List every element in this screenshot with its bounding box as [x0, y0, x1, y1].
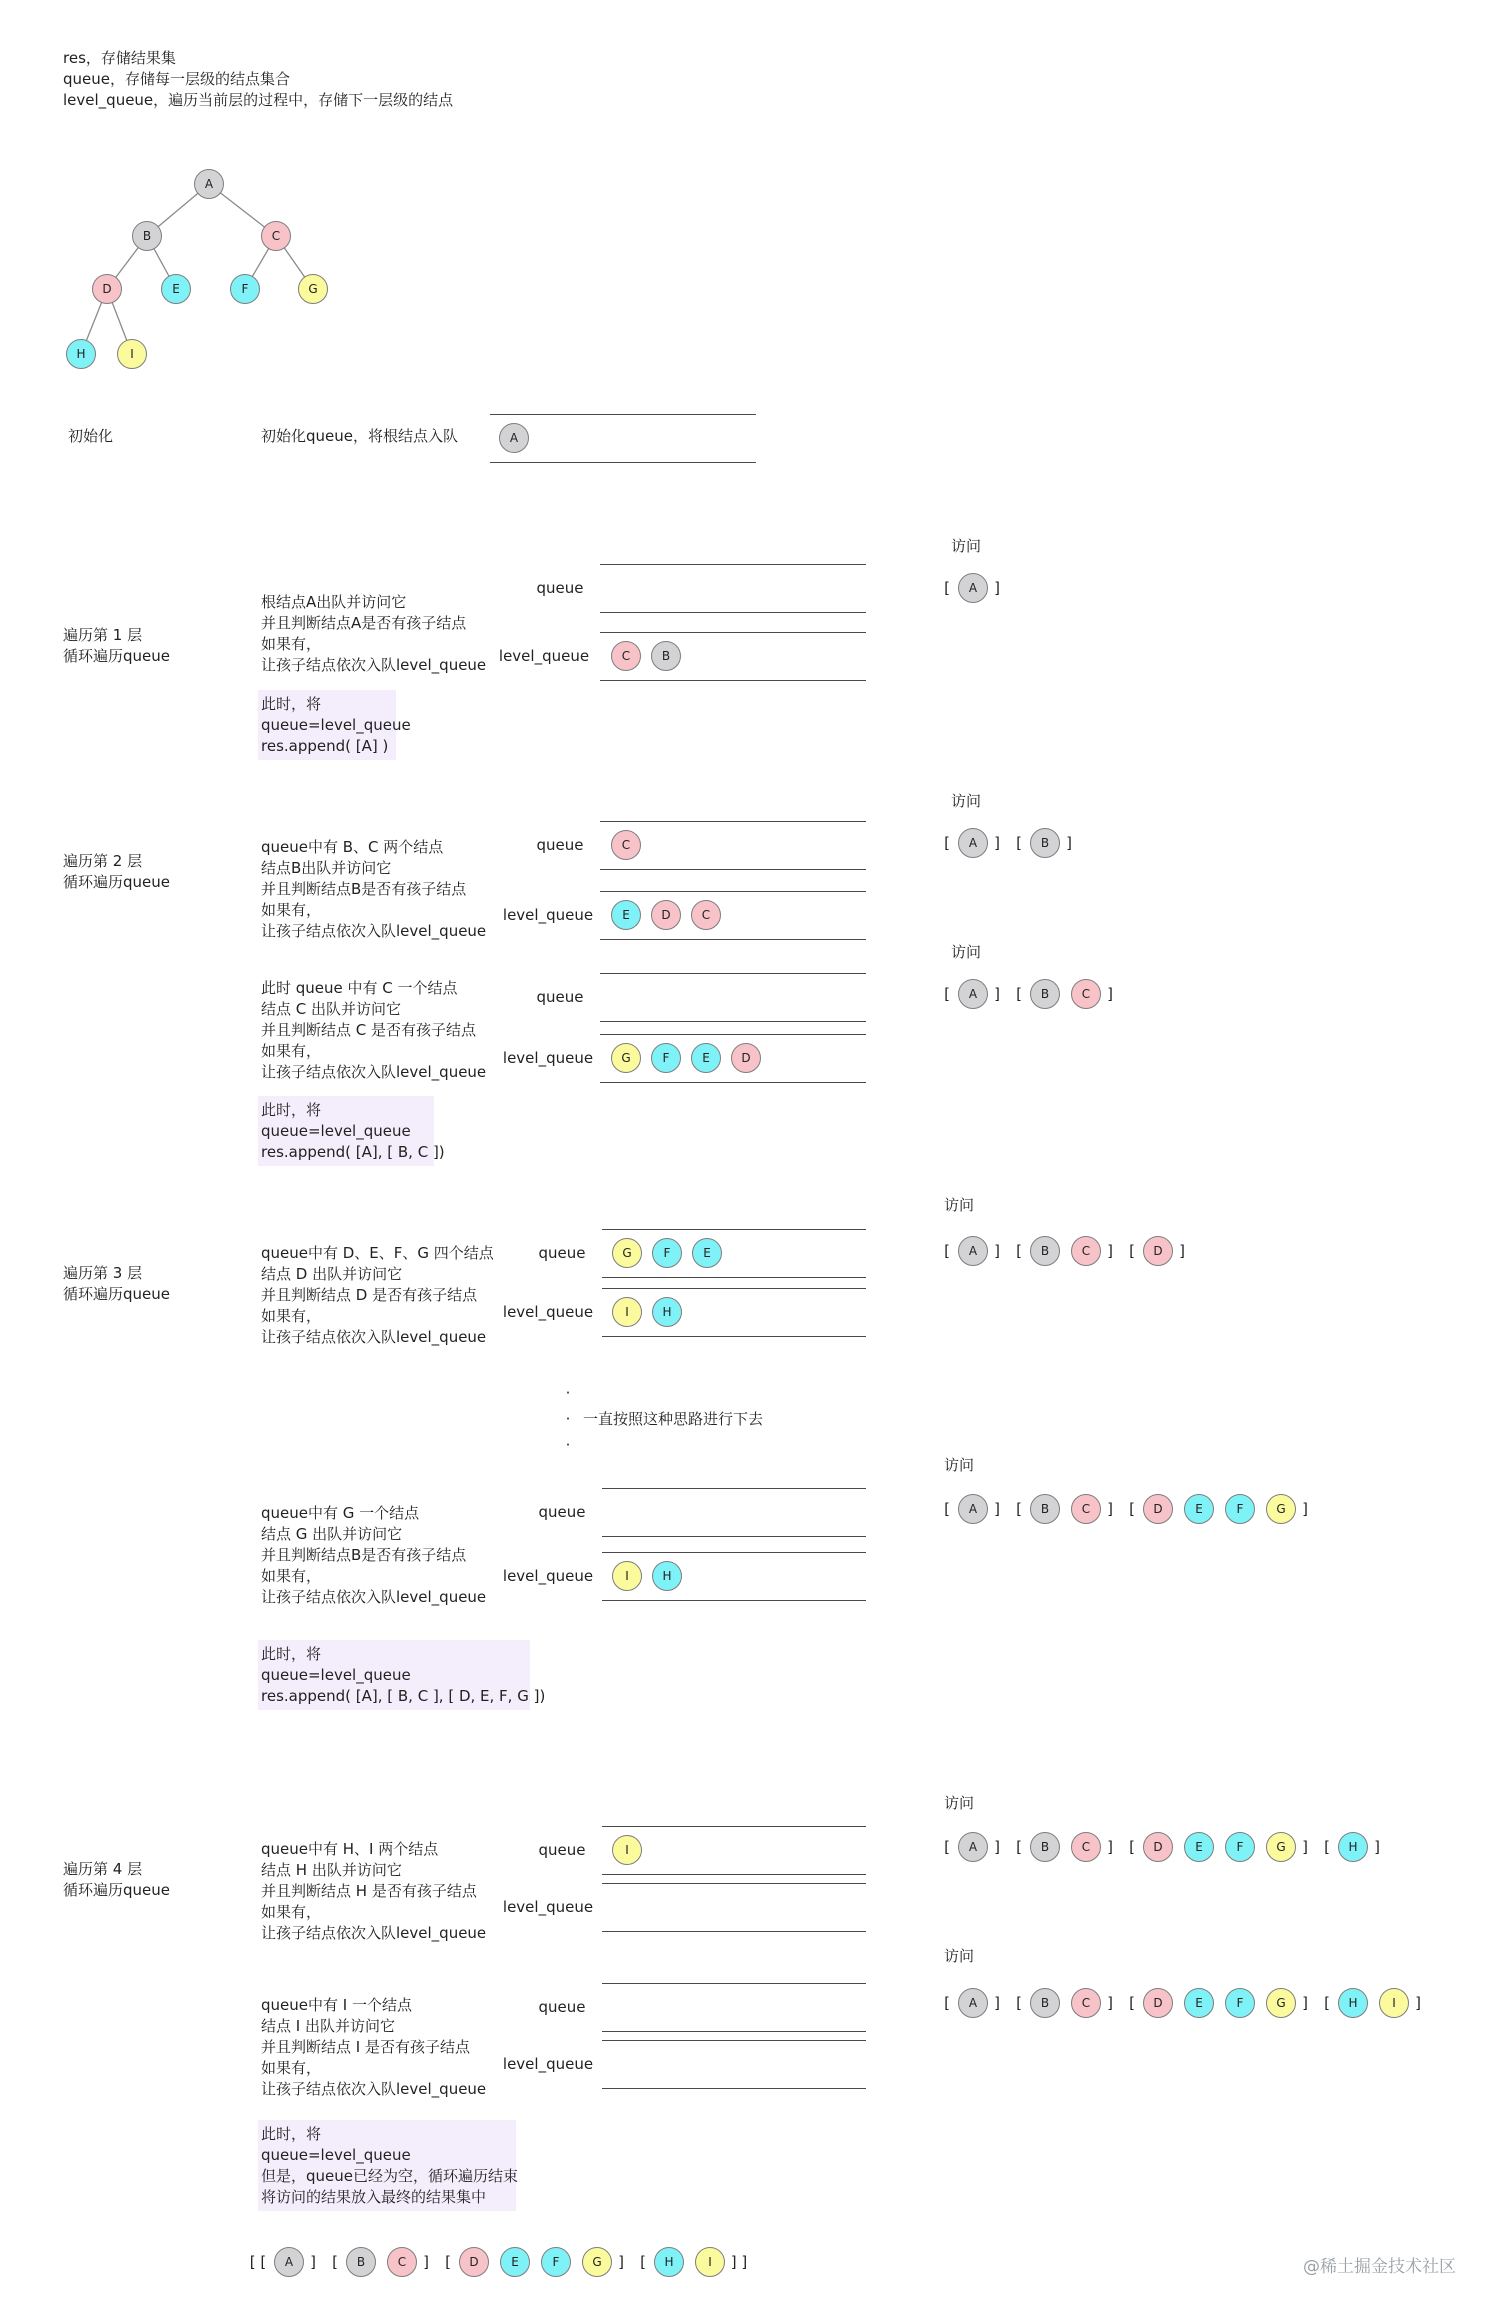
layer3-title: 遍历第 3 层 [63, 1264, 143, 1282]
layer3-subtitle: 循环遍历queue [63, 1285, 170, 1303]
final-bracket-open: [ [ [249, 2253, 267, 2271]
queue-line-bottom-s1_level [600, 680, 866, 681]
visit-label-v7: 访问 [943, 1947, 975, 1965]
layer1-subtitle: 循环遍历queue [63, 647, 170, 665]
visit-v6-node-d: D [1143, 1832, 1173, 1862]
visit-v7-node-d: D [1143, 1988, 1173, 2018]
queue-line-bottom-s5_queue [602, 1536, 866, 1537]
visit-label-v2: 访问 [950, 792, 982, 810]
layer1-note: 此时，将 queue=level_queue res.append( [A] ) [261, 695, 411, 755]
visit-v4-node-a: A [958, 1236, 988, 1266]
layer4-note: 此时，将 queue=level_queue 但是，queue已经为空，循环遍历结束 将访问的结果放入最终的结果集中 [261, 2125, 518, 2206]
queue-label-s5_level: level_queue [502, 1567, 594, 1585]
binary-tree [0, 0, 1512, 400]
visit-v5-bracket-close: ] [1107, 1500, 1113, 1518]
final-node-i: I [695, 2247, 725, 2277]
visit-v7-bracket-close: ] [1107, 1994, 1113, 2012]
queue-node-f: F [652, 1238, 682, 1268]
visit-v7-bracket-open: [ [1016, 1994, 1022, 2012]
visit-v7-node-i: I [1379, 1988, 1409, 2018]
queue-node-i: I [612, 1561, 642, 1591]
layer2-subtitle: 循环遍历queue [63, 873, 170, 891]
queue-node-g: G [612, 1238, 642, 1268]
final-bracket-open: [ [445, 2253, 451, 2271]
queue-line-bottom-s6_queue [602, 1874, 866, 1875]
visit-v6-bracket-close: ] [1374, 1838, 1380, 1856]
visit-v7-node-a: A [958, 1988, 988, 2018]
queue-label-s3_queue: queue [536, 988, 584, 1006]
visit-v4-node-c: C [1071, 1236, 1101, 1266]
visit-v6-bracket-close: ] [1107, 1838, 1113, 1856]
intro-line-level-queue: level_queue，遍历当前层的过程中，存储下一层级的结点 [63, 91, 454, 109]
visit-label-v1: 访问 [950, 537, 982, 555]
queue-node-i: I [612, 1297, 642, 1327]
visit-v4-bracket-close: ] [1179, 1242, 1185, 1260]
queue-node-c: C [691, 900, 721, 930]
visit-label-v5: 访问 [943, 1456, 975, 1474]
queue-label-s7_level: level_queue [502, 2055, 594, 2073]
visit-v2-node-a: A [958, 828, 988, 858]
queue-label-s2_queue: queue [536, 836, 584, 854]
visit-v5-node-b: B [1030, 1494, 1060, 1524]
queue-line-top-init [490, 414, 756, 415]
continue-dot-2: · [565, 1410, 571, 1428]
visit-v4-node-d: D [1143, 1236, 1173, 1266]
visit-v7-node-e: E [1184, 1988, 1214, 2018]
visit-v3-bracket-open: [ [1016, 985, 1022, 1003]
queue-node-d: D [731, 1043, 761, 1073]
queue-line-top-s1_level [600, 632, 866, 633]
visit-v2-bracket-open: [ [1016, 834, 1022, 852]
queue-label-s6_level: level_queue [502, 1898, 594, 1916]
tree-node-b: B [132, 221, 162, 251]
visit-v5-bracket-close: ] [994, 1500, 1000, 1518]
queue-line-bottom-s2_level [600, 939, 866, 940]
queue-line-bottom-s3_level [600, 1082, 866, 1083]
queue-node-h: H [652, 1297, 682, 1327]
init-desc: 初始化queue，将根结点入队 [261, 427, 458, 445]
visit-v3-node-b: B [1030, 979, 1060, 1009]
queue-node-f: F [651, 1043, 681, 1073]
visit-v7-node-f: F [1225, 1988, 1255, 2018]
visit-v1-node-a: A [958, 573, 988, 603]
queue-label-s6_queue: queue [538, 1841, 586, 1859]
visit-v6-node-a: A [958, 1832, 988, 1862]
layer2-desc-c: 此时 queue 中有 C 一个结点 结点 C 出队并访问它 并且判断结点 C 是否有孩子结点 如果有， 让孩子结点依次入队level_queue [261, 979, 487, 1081]
visit-v1-bracket-open: [ [944, 579, 950, 597]
tree-node-e: E [161, 274, 191, 304]
visit-v5-node-d: D [1143, 1494, 1173, 1524]
final-bracket-open: [ [640, 2253, 646, 2271]
visit-v3-node-c: C [1071, 979, 1101, 1009]
intro-line-queue: queue，存储每一层级的结点集合 [63, 70, 290, 88]
visit-v7-node-g: G [1266, 1988, 1296, 2018]
queue-line-bottom-s4_level [602, 1336, 866, 1337]
queue-label-s4_level: level_queue [502, 1303, 594, 1321]
layer2-title: 遍历第 2 层 [63, 852, 143, 870]
visit-label-v4: 访问 [943, 1196, 975, 1214]
visit-v2-bracket-close: ] [1066, 834, 1072, 852]
queue-line-bottom-init [490, 462, 756, 463]
queue-node-a: A [499, 423, 529, 453]
continue-dot-1: · [565, 1384, 571, 1402]
visit-v5-node-g: G [1266, 1494, 1296, 1524]
visit-v6-node-g: G [1266, 1832, 1296, 1862]
layer3-note: 此时，将 queue=level_queue res.append( [A], [ B, C ], [ D, E, F, G ]) [261, 1645, 546, 1705]
layer4-title: 遍历第 4 层 [63, 1860, 143, 1878]
tree-node-h: H [66, 339, 96, 369]
visit-v6-node-e: E [1184, 1832, 1214, 1862]
layer1-desc: 根结点A出队并访问它 并且判断结点A是否有孩子结点 如果有， 让孩子结点依次入队level_queue [261, 593, 487, 674]
layer3-desc-d: queue中有 D、E、F、G 四个结点 结点 D 出队并访问它 并且判断结点 D 是否有孩子结点 如果有， 让孩子结点依次入队level_queue [261, 1244, 494, 1346]
visit-v6-bracket-open: [ [1324, 1838, 1330, 1856]
queue-line-bottom-s2_queue [600, 869, 866, 870]
visit-v4-bracket-open: [ [1129, 1242, 1135, 1260]
visit-v5-bracket-close: ] [1302, 1500, 1308, 1518]
visit-v6-bracket-open: [ [1129, 1838, 1135, 1856]
visit-v7-node-b: B [1030, 1988, 1060, 2018]
queue-label-s1_queue: queue [536, 579, 584, 597]
queue-line-top-s6_level [602, 1883, 866, 1884]
queue-node-e: E [611, 900, 641, 930]
visit-v1-bracket-close: ] [994, 579, 1000, 597]
queue-node-i: I [612, 1835, 642, 1865]
visit-v7-bracket-close: ] [1302, 1994, 1308, 2012]
final-node-c: C [387, 2247, 417, 2277]
queue-line-bottom-s5_level [602, 1600, 866, 1601]
layer3-desc-g: queue中有 G 一个结点 结点 G 出队并访问它 并且判断结点B是否有孩子结点 如果有， 让孩子结点依次入队level_queue [261, 1504, 487, 1606]
visit-v7-bracket-close: ] [1415, 1994, 1421, 2012]
tree-node-f: F [230, 274, 260, 304]
queue-line-top-s5_queue [602, 1488, 866, 1489]
layer4-desc-i: queue中有 I 一个结点 结点 I 出队并访问它 并且判断结点 I 是否有孩子结点 如果有， 让孩子结点依次入队level_queue [261, 1996, 487, 2098]
visit-v7-bracket-open: [ [944, 1994, 950, 2012]
queue-line-bottom-s6_level [602, 1931, 866, 1932]
tree-node-g: G [298, 274, 328, 304]
final-node-e: E [500, 2247, 530, 2277]
visit-v5-bracket-open: [ [944, 1500, 950, 1518]
queue-line-top-s3_level [600, 1034, 866, 1035]
queue-line-top-s6_queue [602, 1826, 866, 1827]
tree-node-a: A [194, 169, 224, 199]
queue-line-top-s3_queue [600, 973, 866, 974]
visit-v6-bracket-close: ] [994, 1838, 1000, 1856]
visit-v3-bracket-open: [ [944, 985, 950, 1003]
final-bracket-close: ] [310, 2253, 316, 2271]
continue-dot-3: · [565, 1436, 571, 1454]
queue-line-top-s2_queue [600, 821, 866, 822]
final-node-h: H [654, 2247, 684, 2277]
queue-line-bottom-s1_queue [600, 612, 866, 613]
layer4-desc-h: queue中有 H、I 两个结点 结点 H 出队并访问它 并且判断结点 H 是否有孩子结点 如果有， 让孩子结点依次入队level_queue [261, 1840, 487, 1942]
visit-v4-bracket-close: ] [1107, 1242, 1113, 1260]
queue-label-s4_queue: queue [538, 1244, 586, 1262]
visit-v6-bracket-open: [ [1016, 1838, 1022, 1856]
visit-v6-node-b: B [1030, 1832, 1060, 1862]
layer1-title: 遍历第 1 层 [63, 626, 143, 644]
queue-label-s7_queue: queue [538, 1998, 586, 2016]
visit-v5-node-c: C [1071, 1494, 1101, 1524]
queue-node-e: E [692, 1238, 722, 1268]
visit-v6-bracket-open: [ [944, 1838, 950, 1856]
layer2-note: 此时，将 queue=level_queue res.append( [A], [ B, C ]) [261, 1101, 445, 1161]
queue-node-d: D [651, 900, 681, 930]
queue-line-bottom-s3_queue [600, 1021, 866, 1022]
final-bracket-open: [ [332, 2253, 338, 2271]
watermark: @稀土掘金技术社区 [1303, 2257, 1456, 2277]
final-bracket-close: ] [423, 2253, 429, 2271]
queue-line-top-s4_level [602, 1288, 866, 1289]
visit-label-v3: 访问 [950, 943, 982, 961]
visit-v2-node-b: B [1030, 828, 1060, 858]
visit-v4-bracket-open: [ [1016, 1242, 1022, 1260]
visit-v7-bracket-open: [ [1129, 1994, 1135, 2012]
init-title: 初始化 [68, 427, 114, 445]
queue-node-e: E [691, 1043, 721, 1073]
visit-v3-bracket-close: ] [1107, 985, 1113, 1003]
final-bracket-close: ] [618, 2253, 624, 2271]
queue-line-bottom-s7_level [602, 2088, 866, 2089]
final-bracket-close: ] ] [730, 2253, 748, 2271]
visit-v5-node-a: A [958, 1494, 988, 1524]
visit-v3-node-a: A [958, 979, 988, 1009]
visit-v7-node-c: C [1071, 1988, 1101, 2018]
layer2-desc-b: queue中有 B、C 两个结点 结点B出队并访问它 并且判断结点B是否有孩子结点 如果有， 让孩子结点依次入队level_queue [261, 838, 487, 940]
queue-line-bottom-s4_queue [602, 1277, 866, 1278]
queue-line-top-s4_queue [602, 1229, 866, 1230]
visit-v5-node-f: F [1225, 1494, 1255, 1524]
final-node-g: G [582, 2247, 612, 2277]
visit-v5-node-e: E [1184, 1494, 1214, 1524]
visit-v7-bracket-open: [ [1324, 1994, 1330, 2012]
intro-line-res: res，存储结果集 [63, 49, 176, 67]
visit-v6-node-h: H [1338, 1832, 1368, 1862]
queue-node-c: C [611, 641, 641, 671]
visit-v2-bracket-close: ] [994, 834, 1000, 852]
tree-node-c: C [261, 221, 291, 251]
queue-node-h: H [652, 1561, 682, 1591]
visit-v3-bracket-close: ] [994, 985, 1000, 1003]
visit-v5-bracket-open: [ [1016, 1500, 1022, 1518]
queue-line-top-s5_level [602, 1552, 866, 1553]
visit-v4-bracket-close: ] [994, 1242, 1000, 1260]
queue-line-top-s1_queue [600, 564, 866, 565]
visit-v2-bracket-open: [ [944, 834, 950, 852]
queue-node-c: C [611, 830, 641, 860]
final-node-a: A [274, 2247, 304, 2277]
visit-v6-node-c: C [1071, 1832, 1101, 1862]
queue-label-s3_level: level_queue [502, 1049, 594, 1067]
continue-text: 一直按照这种思路进行下去 [583, 1410, 764, 1428]
tree-node-d: D [92, 274, 122, 304]
visit-v4-node-b: B [1030, 1236, 1060, 1266]
visit-v4-bracket-open: [ [944, 1242, 950, 1260]
queue-label-s5_queue: queue [538, 1503, 586, 1521]
final-node-f: F [541, 2247, 571, 2277]
queue-line-top-s7_level [602, 2040, 866, 2041]
final-node-b: B [346, 2247, 376, 2277]
layer4-subtitle: 循环遍历queue [63, 1881, 170, 1899]
queue-label-s2_level: level_queue [502, 906, 594, 924]
queue-line-top-s2_level [600, 891, 866, 892]
queue-label-s1_level: level_queue [498, 647, 590, 665]
visit-label-v6: 访问 [943, 1794, 975, 1812]
visit-v7-bracket-close: ] [994, 1994, 1000, 2012]
queue-node-g: G [611, 1043, 641, 1073]
tree-node-i: I [117, 339, 147, 369]
queue-node-b: B [651, 641, 681, 671]
queue-line-bottom-s7_queue [602, 2031, 866, 2032]
visit-v5-bracket-open: [ [1129, 1500, 1135, 1518]
visit-v7-node-h: H [1338, 1988, 1368, 2018]
queue-line-top-s7_queue [602, 1983, 866, 1984]
visit-v6-node-f: F [1225, 1832, 1255, 1862]
final-node-d: D [459, 2247, 489, 2277]
visit-v6-bracket-close: ] [1302, 1838, 1308, 1856]
